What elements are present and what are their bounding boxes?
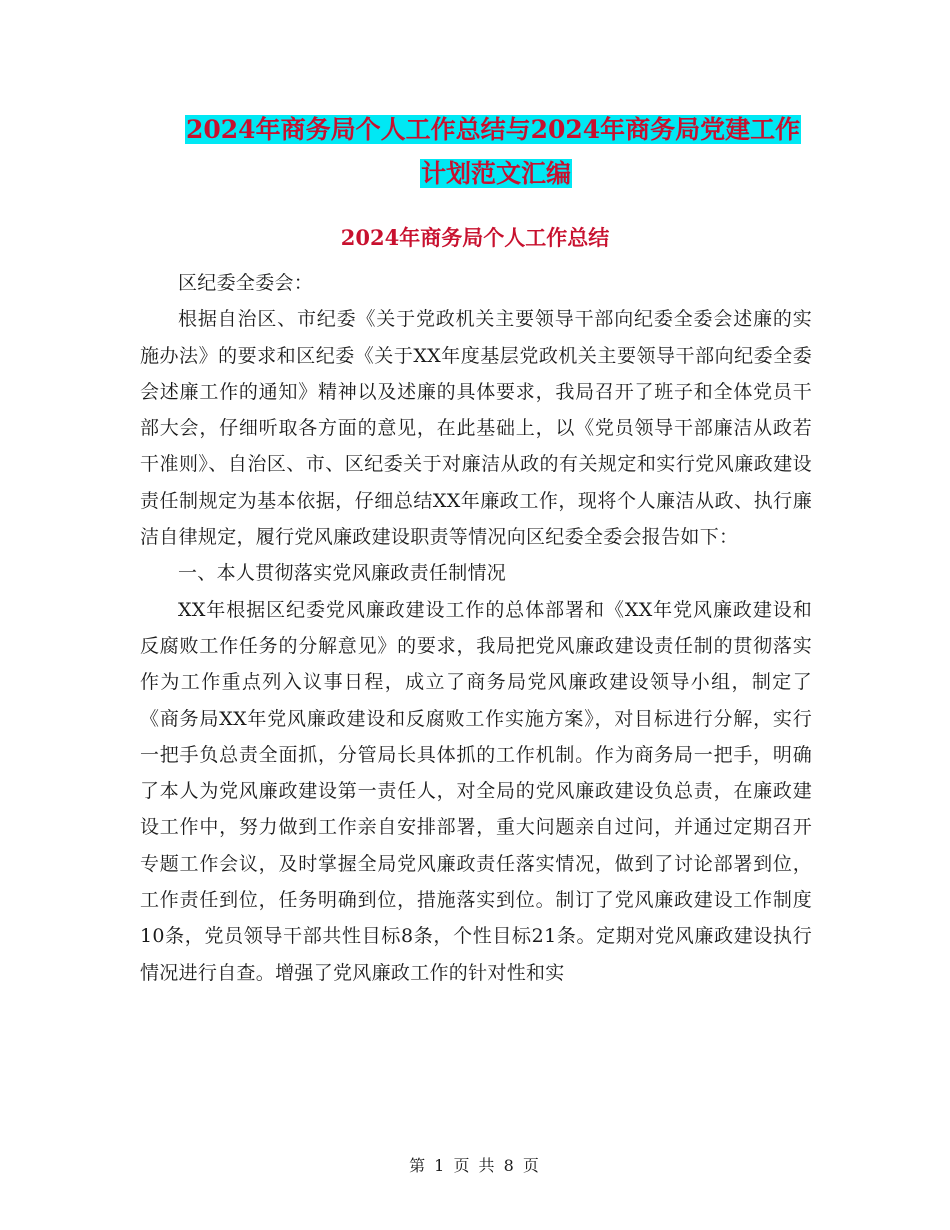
section-heading: 一、本人贯彻落实党风廉政责任制情况 bbox=[178, 562, 507, 585]
salutation: 区纪委全委会： bbox=[178, 272, 314, 294]
page-footer: 第 1 页 共 8 页 bbox=[409, 1156, 541, 1175]
section-title: 2024年商务局个人工作总结 bbox=[340, 225, 610, 250]
document-body bbox=[140, 265, 812, 991]
paragraph: XX年根据区纪委党风廉政建设工作的总体部署和《XX年党风廉政建设和反腐败工作任务的分解意见》的要求，我局把党风廉政建设责任制的贯彻落实作为工作重点列入议事日程，成立了商务局党风廉政建设领导小组，制定了《商务局XX年党风廉政建设和反腐败工作实施方案》，对目标进行分解，实行一把手负总责全面抓，分管局长具体抓的工作机制。作为商务局一把手，明确了本人为党风廉政建设第一责任人，对全局的党风廉政建设负总责，在廉政建设工作中，努力做到工作亲自安排部署，重大问题亲自过问，并通过定期召开专题工作会议，及时掌握全局党风廉政责任落实情况，做到了讨论部署到位，工作责任到位，任务明确到位，措施落实到位。制订了党风廉政建设工作制度10条，党员领导干部共性目标8条，个性目标21条。定期对党风廉政建设执行情况进行自查。增强了党风廉政工作的针对性和实 bbox=[140, 598, 812, 984]
document-title-line1: 2024年商务局个人工作总结与2024年商务局党建工作 bbox=[186, 115, 801, 144]
document-title-line2: 计划范文汇编 bbox=[421, 159, 572, 188]
paragraph: 根据自治区、市纪委《关于党政机关主要领导干部向纪委全委会述廉的实施办法》的要求和区纪委《关于XX年度基层党政机关主要领导干部向纪委全委会述廉工作的通知》精神以及述廉的具体要求，我局召开了班子和全体党员干部大会，仔细听取各方面的意见，在此基础上，以《党员领导干部廉洁从政若干准则》、自治区、市、区纪委关于对廉洁从政的有关规定和实行党风廉政建设责任制规定为基本依据，仔细总结XX年廉政工作，现将个人廉洁从政、执行廉洁自律规定，履行党风廉政建设职责等情况向区纪委全委会报告如下： bbox=[140, 308, 812, 549]
